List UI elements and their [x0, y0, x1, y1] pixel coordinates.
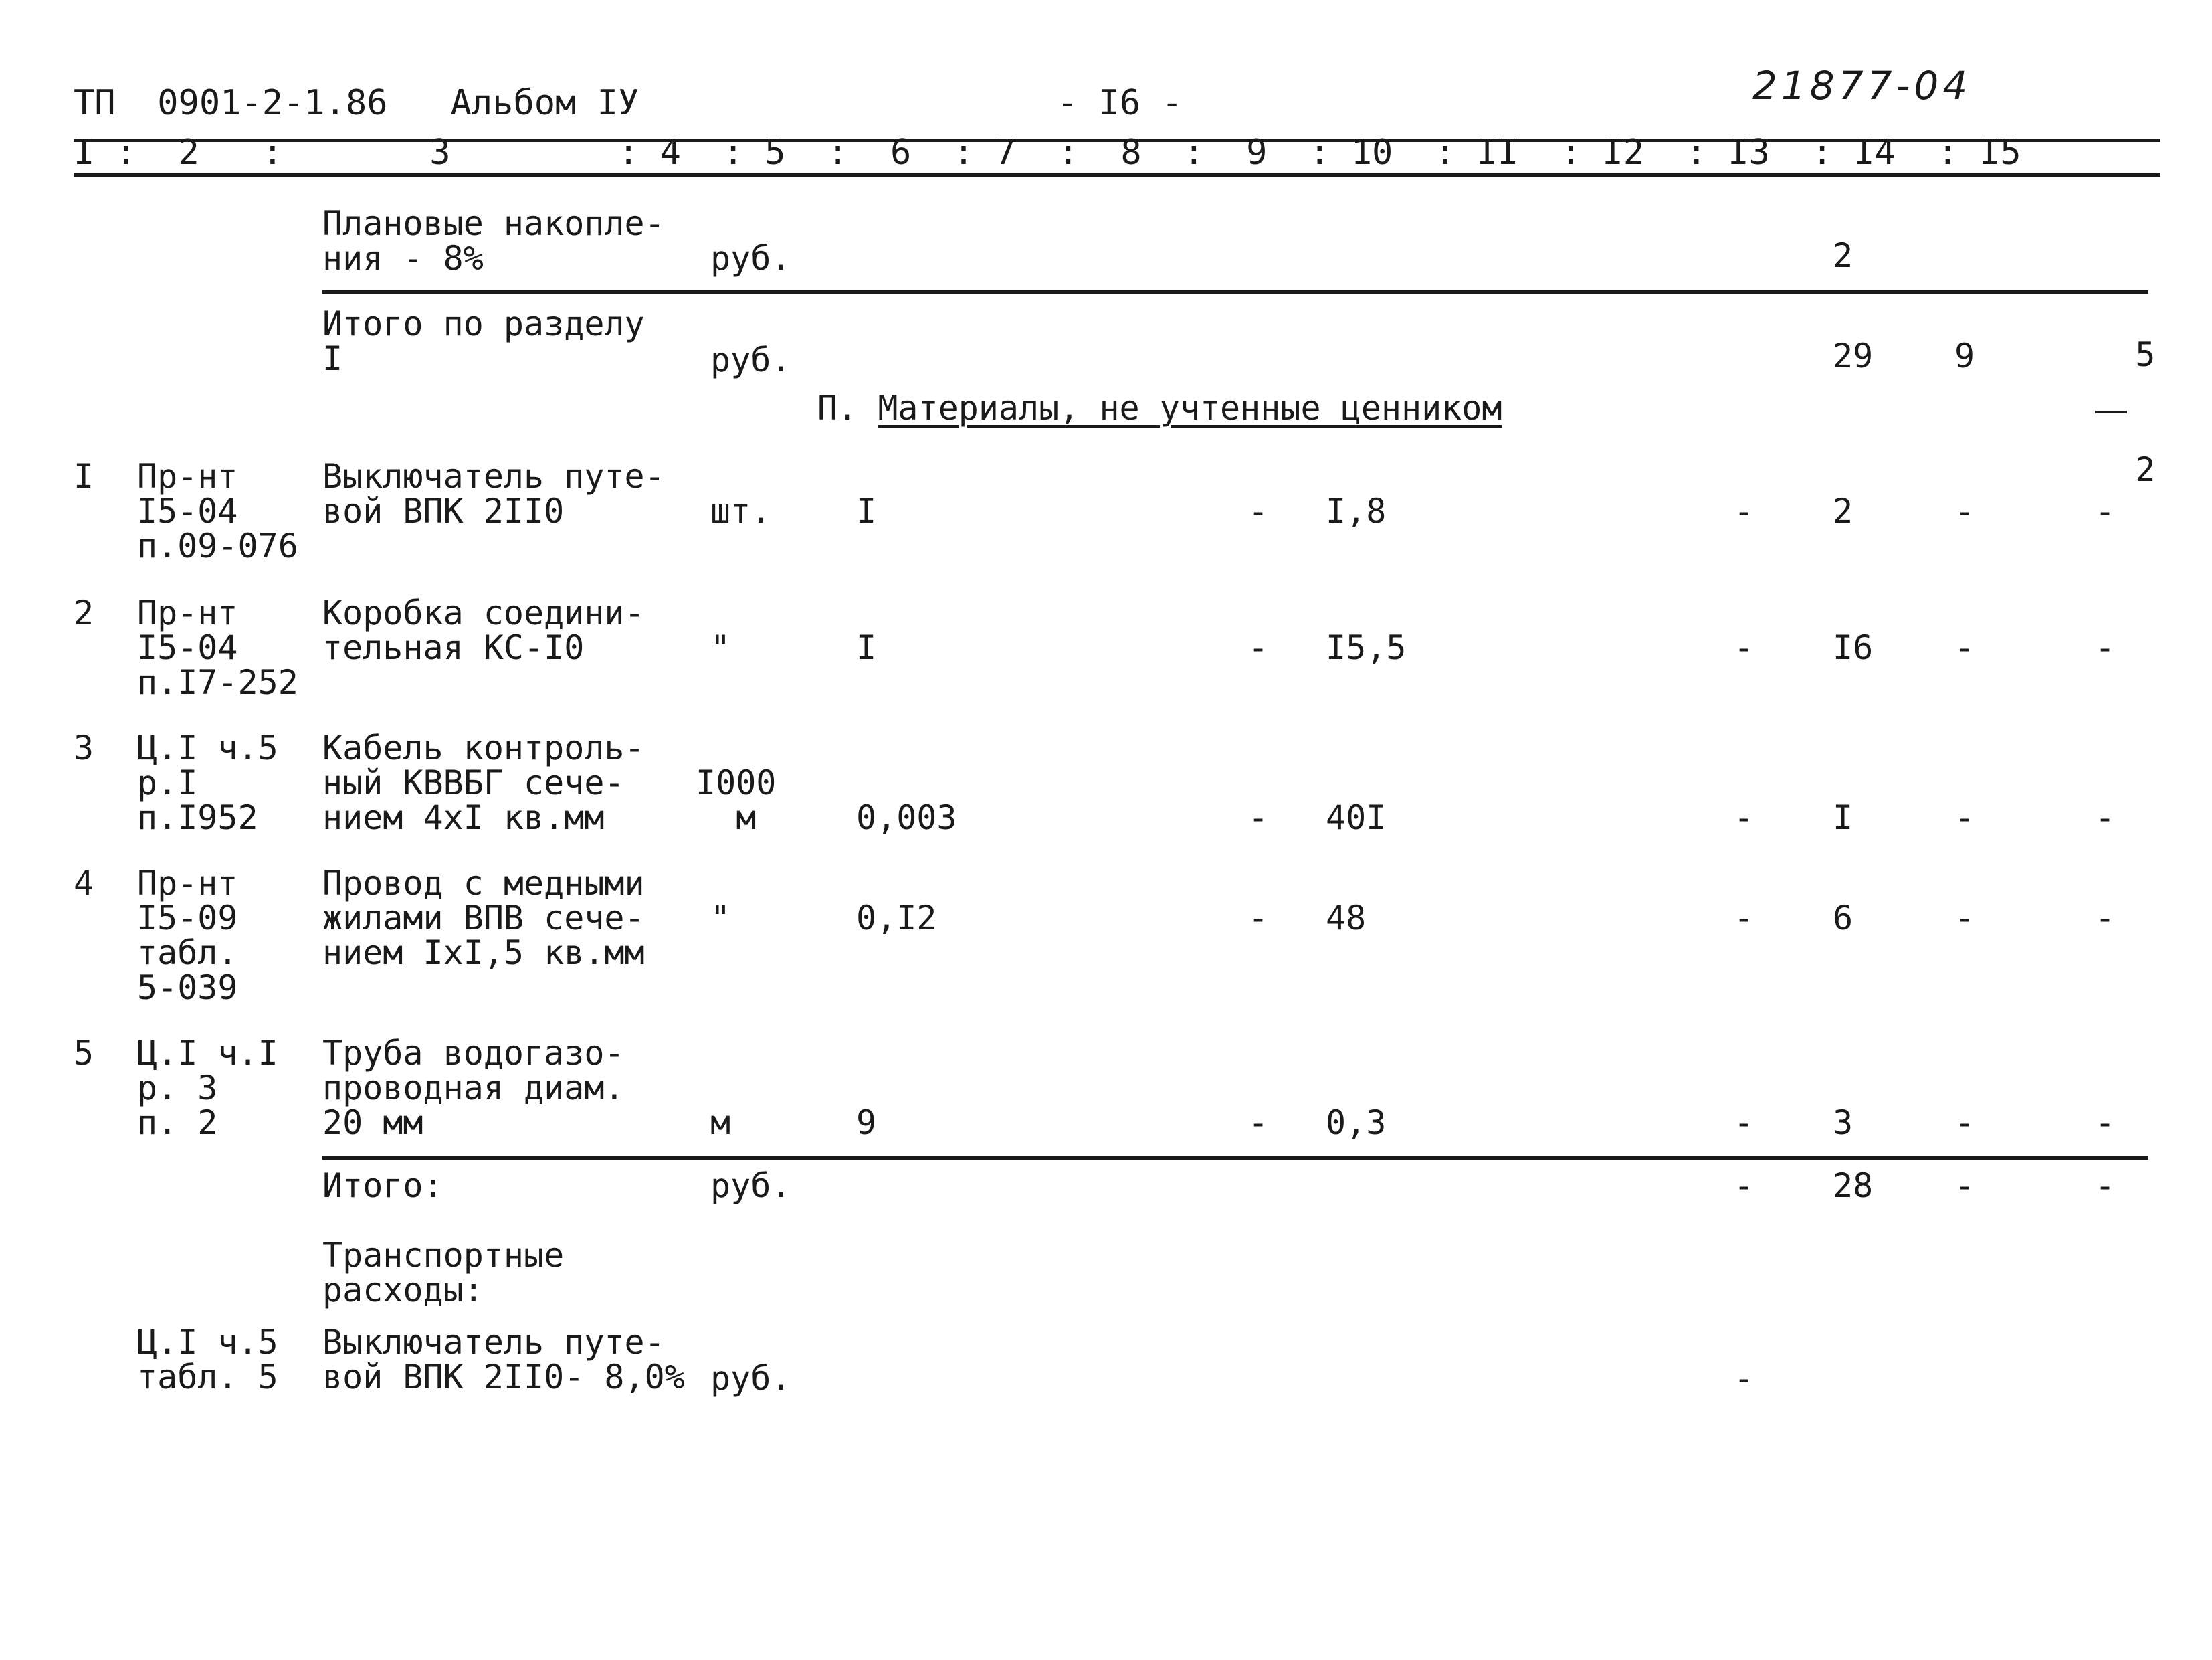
- item-name: Кабель контроль- ный КВВБГ сече- нием 4хI кв.мм: [322, 729, 645, 837]
- total1-name: Итого по разделу I: [322, 304, 645, 378]
- item-unit: шт.: [710, 492, 771, 531]
- item-col14: -: [1954, 1103, 1975, 1142]
- item-price: 0,3: [1326, 1103, 1387, 1142]
- item-unit: ": [710, 628, 731, 667]
- item-col13: 2: [1833, 492, 1853, 531]
- total2-name: Итого:: [322, 1166, 443, 1205]
- total2-c12: -: [1734, 1166, 1754, 1205]
- transport-c12: -: [1734, 1359, 1754, 1398]
- item-name: Выключатель путе- вой ВПК 2II0: [322, 457, 665, 531]
- item-number: 3: [74, 729, 94, 767]
- total1-c13: 29: [1833, 337, 1874, 375]
- item-col13: I: [1833, 798, 1853, 837]
- item-col12: -: [1734, 628, 1754, 667]
- page-number: - I6 -: [1057, 83, 1183, 123]
- subtotal-rule: [322, 290, 2148, 294]
- item-col12: -: [1734, 798, 1754, 837]
- item-col12: -: [1734, 899, 1754, 937]
- item-col15: -: [2095, 798, 2116, 837]
- plan-name: Плановые накопле- ния - 8%: [322, 204, 665, 278]
- fraction-denominator: 2: [2135, 450, 2156, 489]
- section-title: Материалы, не учтенные ценником: [878, 389, 1502, 428]
- item-col14: -: [1954, 492, 1975, 531]
- item-col14: -: [1954, 628, 1975, 667]
- item-price: I5,5: [1326, 628, 1407, 667]
- total1-unit: руб.: [710, 341, 791, 379]
- item-col13: 3: [1833, 1103, 1853, 1142]
- transport-ref: Ц.I ч.5 табл. 5: [137, 1323, 278, 1396]
- item-quantity: I: [856, 628, 877, 667]
- item-quantity: 9: [856, 1103, 877, 1142]
- item-quantity: I: [856, 492, 877, 531]
- item-col15: -: [2095, 899, 2116, 937]
- item-col13: I6: [1833, 628, 1874, 667]
- total2-c14: -: [1954, 1166, 1975, 1205]
- item-col8: -: [1248, 798, 1269, 837]
- item-quantity: 0,I2: [856, 899, 937, 937]
- item-col15: -: [2095, 492, 2116, 531]
- item-col8: -: [1248, 1103, 1269, 1142]
- item-col13: 6: [1833, 899, 1853, 937]
- item-number: 4: [74, 864, 94, 903]
- total1-c14: 9: [1954, 337, 1975, 375]
- handwritten-number: 21877-04: [1752, 63, 1972, 108]
- item-col8: -: [1248, 628, 1269, 667]
- plan-unit: руб.: [710, 239, 791, 278]
- fraction-bar: [2095, 411, 2127, 413]
- item-name: Труба водогазо- проводная диам. 20 мм: [322, 1034, 625, 1142]
- item-col8: -: [1248, 899, 1269, 937]
- plan-c13: 2: [1833, 236, 1853, 275]
- items-total-rule: [322, 1156, 2148, 1160]
- item-unit: м: [710, 1103, 731, 1142]
- item-col14: -: [1954, 798, 1975, 837]
- item-number: 2: [74, 593, 94, 632]
- fraction-numerator: 5: [2135, 335, 2156, 374]
- total2-unit: руб.: [710, 1166, 791, 1205]
- total1-c15-fraction: [2095, 302, 2156, 489]
- item-number: I: [74, 457, 94, 496]
- item-col15: -: [2095, 1103, 2116, 1142]
- item-price: 40I: [1326, 798, 1387, 837]
- item-reference: Ц.I ч.I р. 3 п. 2: [137, 1034, 278, 1142]
- item-col8: -: [1248, 492, 1269, 531]
- item-number: 5: [74, 1034, 94, 1073]
- item-col12: -: [1734, 1103, 1754, 1142]
- item-reference: Ц.I ч.5 р.I п.I952: [137, 729, 278, 837]
- column-numbers: I : 2 : 3 : 4 : 5 : 6 : 7 : 8 : 9 : 10 : II : I2 : I3 : I4 : I5: [74, 132, 2021, 173]
- item-reference: Пр-нт I5-09 табл. 5-039: [137, 864, 238, 1007]
- item-col14: -: [1954, 899, 1975, 937]
- document-code: ТП 0901-2-1.86 Альбом IУ: [74, 83, 639, 123]
- item-col15: -: [2095, 628, 2116, 667]
- item-unit: I000 м: [696, 763, 777, 837]
- item-name: Провод с медными жилами ВПВ сече- нием IхI,5 кв.мм: [322, 864, 645, 972]
- header-bottom-rule: [74, 173, 2160, 177]
- item-reference: Пр-нт I5-04 п.I7-252: [137, 593, 298, 702]
- item-name: Коробка соедини- тельная КС-I0: [322, 593, 645, 667]
- item-price: 48: [1326, 899, 1367, 937]
- transport-heading: Транспортные расходы:: [322, 1236, 565, 1309]
- item-col12: -: [1734, 492, 1754, 531]
- section-heading: [817, 391, 1502, 426]
- item-quantity: 0,003: [856, 798, 957, 837]
- item-unit: ": [710, 899, 731, 937]
- total2-c15: -: [2095, 1166, 2116, 1205]
- section-prefix: П.: [817, 389, 878, 428]
- item-price: I,8: [1326, 492, 1387, 531]
- transport-unit: руб.: [710, 1359, 791, 1398]
- transport-item-name: Выключатель путе- вой ВПК 2II0- 8,0%: [322, 1323, 685, 1396]
- total2-c13: 28: [1833, 1166, 1874, 1205]
- item-reference: Пр-нт I5-04 п.09-076: [137, 457, 298, 565]
